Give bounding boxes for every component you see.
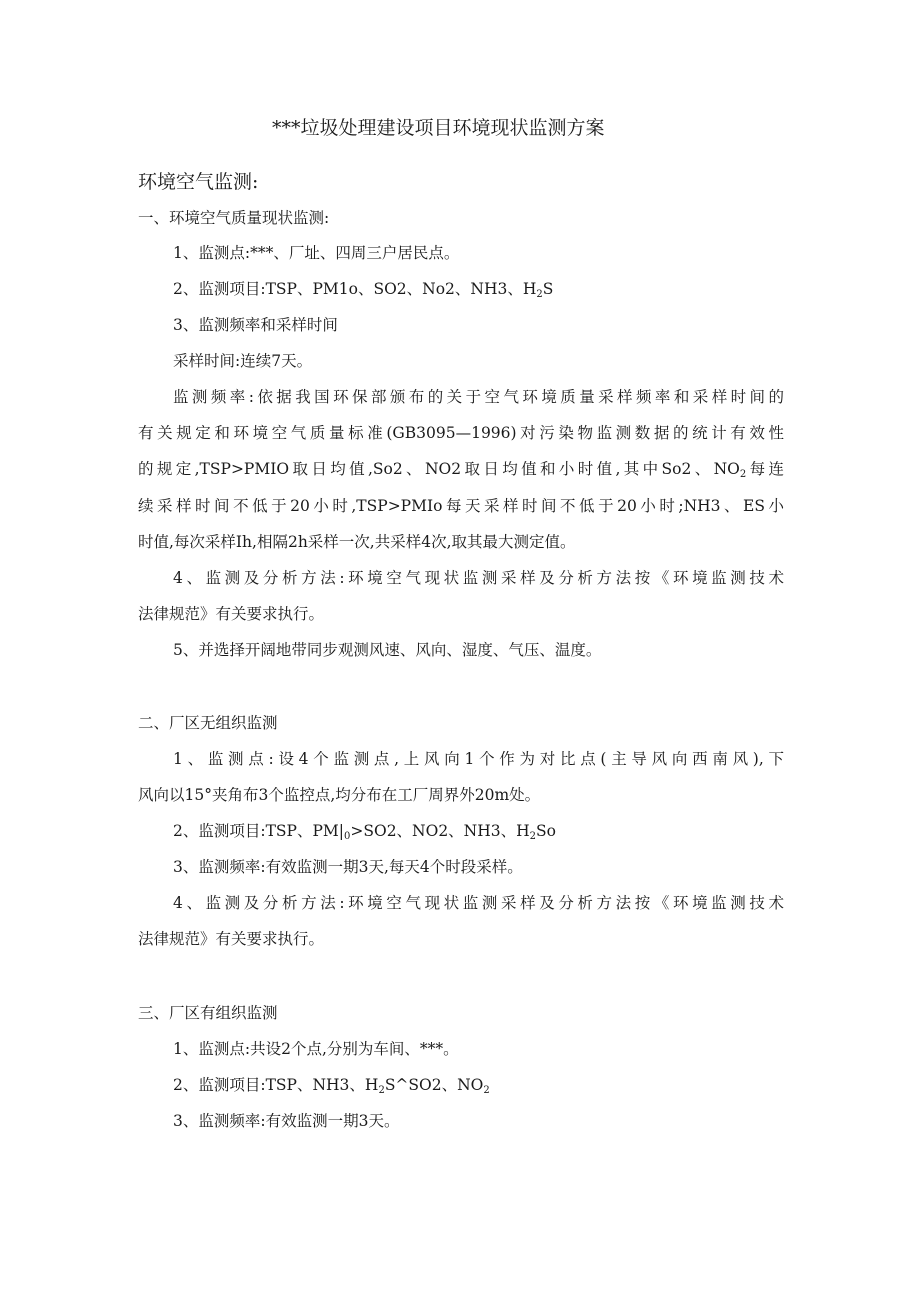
- part1-freq-line3: 的规定,TSP>PMIO取日均值,So2、NO2取日均值和小时值,其中So2、$NO_2$每连: [138, 460, 784, 480]
- part2-item4-line1: 4、监测及分析方法:环境空气现状监测采样及分析方法按《环境监测技术: [173, 894, 784, 912]
- part2-heading: 二、厂区无组织监测: [138, 714, 278, 732]
- part1-item5: 5、并选择开阔地带同步观测风速、风向、湿度、气压、温度。: [173, 641, 602, 659]
- part1-item2: 2、监测项目:TSP、PM1o、SO2、No2、NH3、$H_2S$: [173, 280, 554, 300]
- part3-item3: 3、监测频率:有效监测一期3天。: [173, 1112, 400, 1130]
- part3-item1: 1、监测点:共设2个点,分别为车间、***。: [173, 1040, 459, 1058]
- part1-freq-line1: 监测频率:依据我国环保部颁布的关于空气环境质量采样频率和采样时间的: [173, 388, 784, 406]
- part3-heading: 三、厂区有组织监测: [138, 1004, 278, 1022]
- part3-item2: 2、监测项目:TSP、NH3、$H_2S\^{}SO2$、$NO_2$: [173, 1076, 490, 1096]
- part1-item1: 1、监测点:***、厂址、四周三户居民点。: [173, 244, 460, 262]
- part1-freq-line5: 时值,每次采样Ih,相隔2h采样一次,共采样4次,取其最大测定值。: [138, 533, 576, 551]
- part1-freq-line2: 有关规定和环境空气质量标准(GB3095—1996)对污染物监测数据的统计有效性: [138, 424, 784, 442]
- part1-sampling-time: 采样时间:连续7天。: [173, 352, 313, 370]
- part2-item1-line1: 1、监测点:设4个监测点,上风向1个作为对比点(主导风向西南风),下: [173, 750, 784, 768]
- part1-heading: 一、环境空气质量现状监测:: [138, 209, 330, 227]
- document-title: ***垃圾处理建设项目环境现状监测方案: [272, 117, 605, 139]
- part1-freq-line4: 续采样时间不低于20小时,TSP>PMIo每天采样时间不低于20小时;NH3、ES小: [138, 497, 784, 515]
- part1-item4-line2: 法律规范》有关要求执行。: [138, 605, 325, 623]
- part1-item3: 3、监测频率和采样时间: [173, 316, 338, 334]
- part2-item3: 3、监测频率:有效监测一期3天,每天4个时段采样。: [173, 858, 523, 876]
- part2-item4-line2: 法律规范》有关要求执行。: [138, 930, 325, 948]
- part2-item1-line2: 风向以15°夹角布3个监控点,均分布在工厂周界外20m处。: [138, 786, 541, 804]
- part2-item2: 2、监测项目:TSP、$PM|_0>SO2$、NO2、NH3、$H_2So$: [173, 822, 556, 842]
- section-heading-air: 环境空气监测:: [138, 171, 259, 193]
- part1-item4-line1: 4、监测及分析方法:环境空气现状监测采样及分析方法按《环境监测技术: [173, 569, 784, 587]
